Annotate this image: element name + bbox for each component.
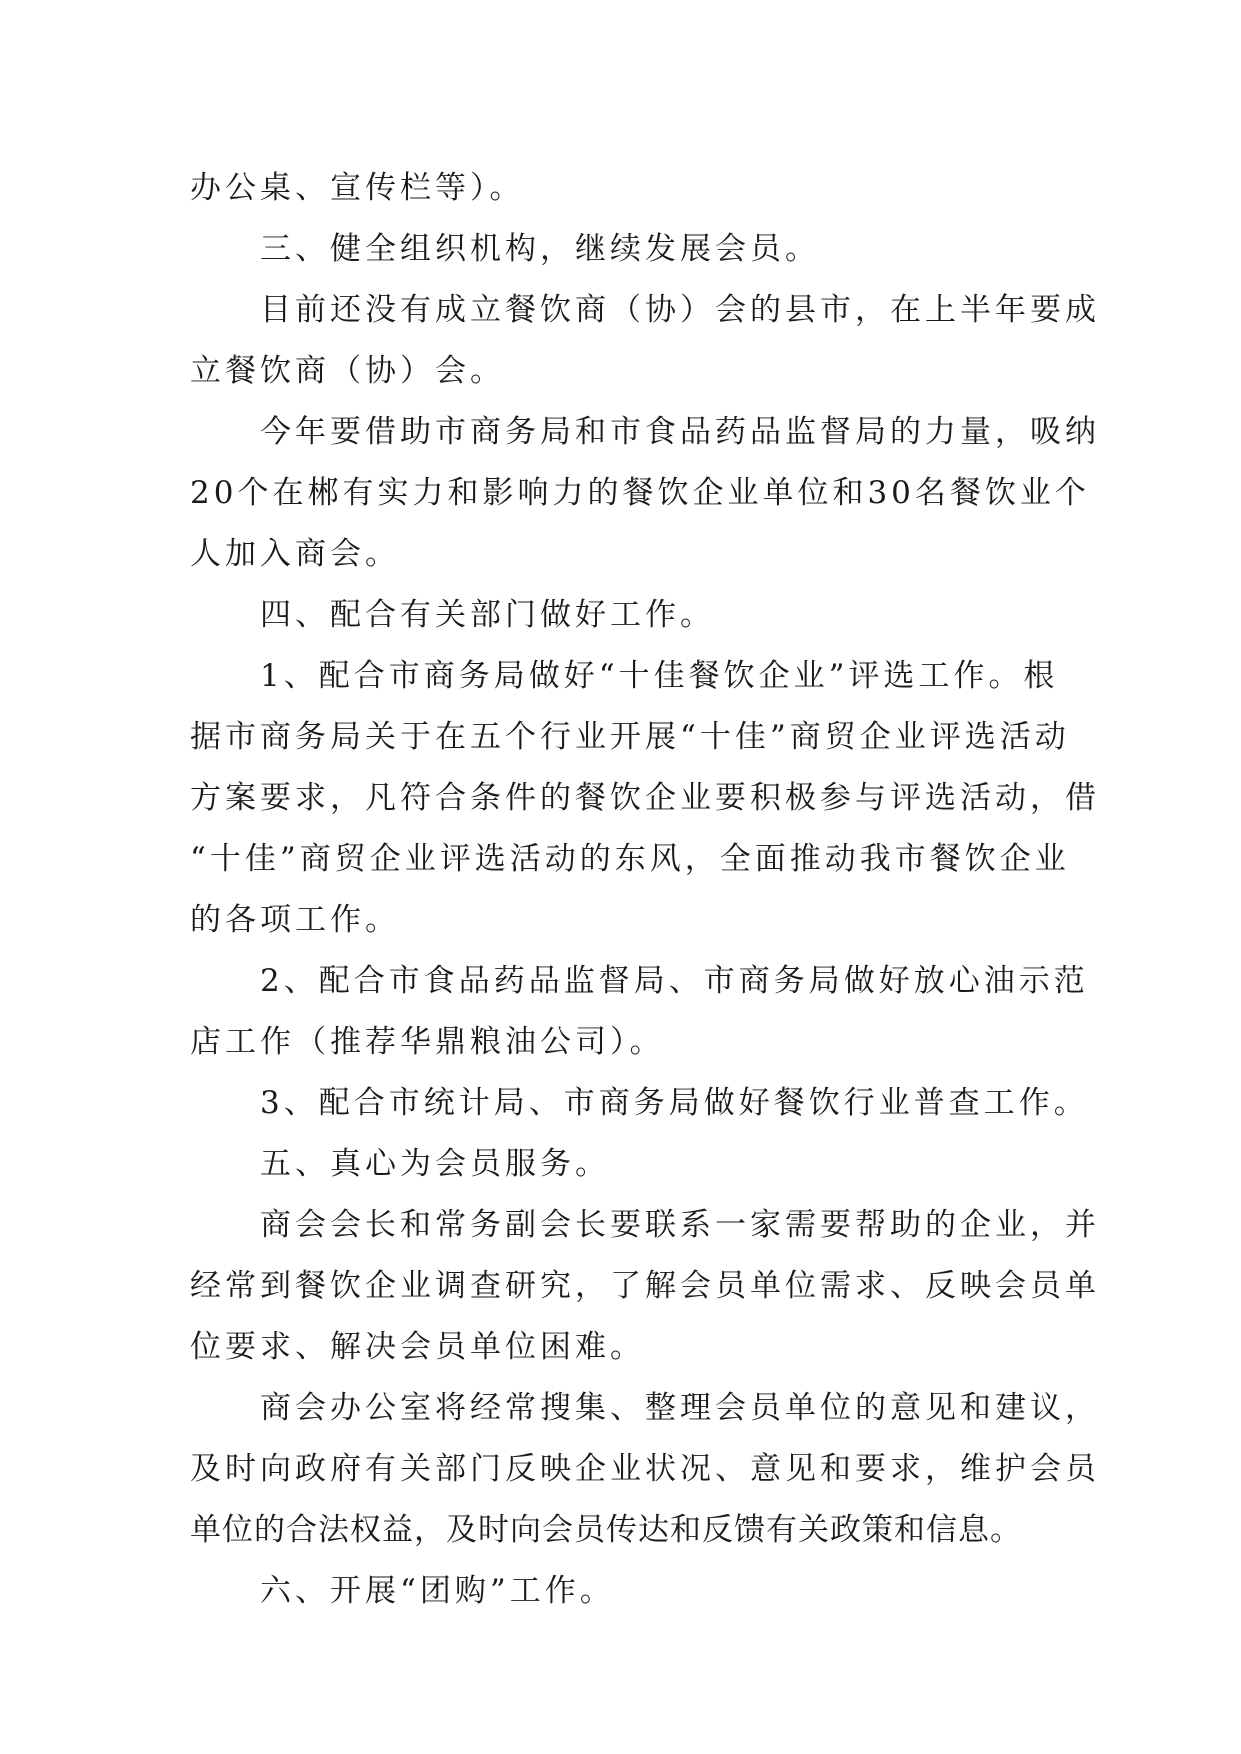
text-line: 单位的合法权益，及时向会员传达和反馈有关政策和信息。 xyxy=(190,1512,1022,1548)
text-line: 店工作（推荐华鼎粮油公司）。 xyxy=(190,1024,665,1060)
section-heading-4: 四、配合有关部门做好工作。 xyxy=(260,597,715,633)
text-line: 的各项工作。 xyxy=(190,902,400,938)
text-line: 经常到餐饮企业调查研究，了解会员单位需求、反映会员单 xyxy=(190,1268,1100,1304)
text-line: 商会办公室将经常搜集、整理会员单位的意见和建议， xyxy=(260,1390,1100,1426)
text-line: “十佳”商贸企业评选活动的东风，全面推动我市餐饮企业 xyxy=(190,841,1070,877)
text-line: 3、配合市统计局、市商务局做好餐饮行业普查工作。 xyxy=(260,1085,1089,1121)
text-line: 2、配合市食品药品监督局、市商务局做好放心油示范 xyxy=(260,963,1089,999)
text-line: 1、配合市商务局做好“十佳餐饮企业”评选工作。根 xyxy=(260,658,1059,694)
document-body xyxy=(190,158,1100,1622)
text-line: 目前还没有成立餐饮商（协）会的县市，在上半年要成 xyxy=(260,292,1100,328)
text-line: 今年要借助市商务局和市食品药品监督局的力量，吸纳 xyxy=(260,414,1100,450)
text-line: 人加入商会。 xyxy=(190,536,400,572)
text-line: 及时向政府有关部门反映企业状况、意见和要求，维护会员 xyxy=(190,1451,1100,1487)
text-line: 20个在郴有实力和影响力的餐饮企业单位和30名餐饮业个 xyxy=(190,475,1090,511)
text-line: 商会会长和常务副会长要联系一家需要帮助的企业，并 xyxy=(260,1207,1100,1243)
text-line: 办公桌、宣传栏等）。 xyxy=(190,170,525,206)
text-line: 位要求、解决会员单位困难。 xyxy=(190,1329,645,1365)
section-heading-5: 五、真心为会员服务。 xyxy=(260,1146,610,1182)
text-line: 据市商务局关于在五个行业开展“十佳”商贸企业评选活动 xyxy=(190,719,1070,755)
section-heading-6: 六、开展“团购”工作。 xyxy=(260,1573,615,1609)
text-line: 立餐饮商（协）会。 xyxy=(190,353,505,389)
text-line: 方案要求，凡符合条件的餐饮企业要积极参与评选活动，借 xyxy=(190,780,1100,816)
section-heading-3: 三、健全组织机构，继续发展会员。 xyxy=(260,231,820,267)
